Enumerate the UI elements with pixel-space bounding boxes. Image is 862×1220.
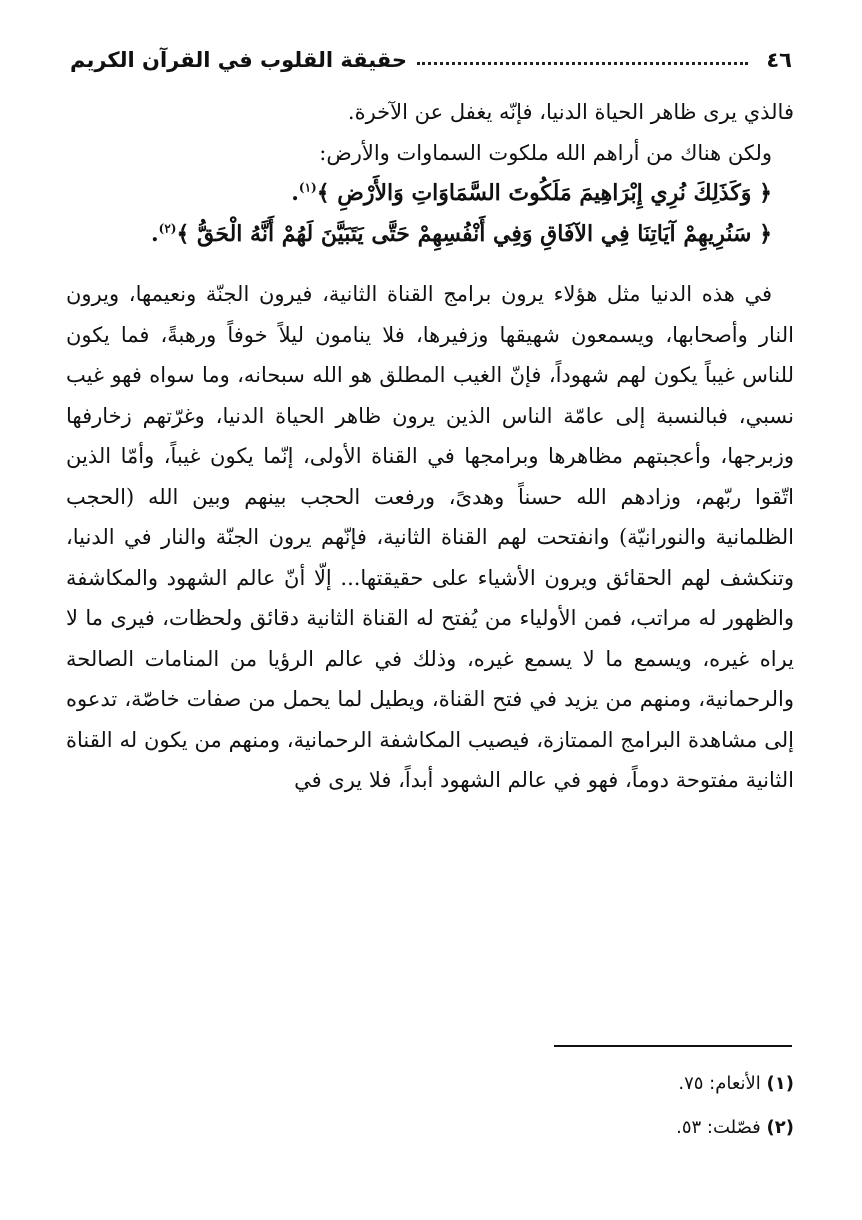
paragraph-spacer xyxy=(66,254,794,274)
page-number: ٤٦ xyxy=(766,48,792,72)
main-text xyxy=(66,92,794,801)
footnote-ref-2[interactable]: (٢) xyxy=(158,221,177,236)
footnote-ref-1[interactable]: (١) xyxy=(298,180,317,195)
running-header xyxy=(70,40,792,80)
verse-close-bracket: ﴾ xyxy=(176,220,190,247)
footnotes xyxy=(400,1062,794,1150)
paragraph-2: ولكن هناك من أراهم الله ملكوت السماوات والأرض: xyxy=(319,140,772,165)
verse-close-bracket: ﴾ xyxy=(316,180,330,206)
quran-verse-2 xyxy=(66,214,794,255)
paragraph-1: فالذي يرى ظاهر الحياة الدنيا، فإنّه يغفل عن الآخرة. xyxy=(347,100,794,124)
verse-end-mark: . xyxy=(150,220,159,247)
verse-open-bracket: ﴿ xyxy=(759,220,772,247)
verse-text: سَنُرِيهِمْ آيَاتِنَا فِي الآفَاقِ وَفِي أَنْفُسِهِمْ حَتَّى يَتَبَيَّنَ لَهُمْ أَنَّهُ الْحَقُّ xyxy=(197,220,752,247)
running-title: حقيقة القلوب في القرآن الكريم xyxy=(70,48,408,72)
footnote-number: (٢) xyxy=(766,1117,794,1138)
paragraph-3: في هذه الدنيا مثل هؤلاء يرون برامج القناة الثانية، فيرون الجنّة ونعيمها، ويرون النار وأصحابها، ويسمعون شهيقها وزفيرها، فلا ينامون ليلاً خوفاً ورهبةً، فما يكون للناس غيباً يكون لهم شهوداً، فإنّ الغيب المطلق هو الله سبحانه، وما سواه فهو غيب نسبي، فبالنسبة إلى عامّة الناس الذين يرون ظاهر الحياة الدنيا، وغرّتهم زخارفها وزبرجها، وأعجبتهم مظاهرها وبرامجها في القناة الأولى، إنّما يكون غيباً، وأمّا الذين اتّقوا ربّهم، وزادهم الله حسناً وهدىً، ورفعت الحجب بينهم وبين الله (الحجب الظلمانية والنورانيّة) وانفتحت لهم القناة الثانية، فإنّهم يرون الجنّة والنار في الدنيا، وتنكشف لهم الحقائق ويرون الأشياء على حقيقتها... إلّا أنّ عالم الشهود والمكاشفة والظهور له مراتب، فمن الأولياء من يُفتح له القناة الثانية دقائق ولحظات، فيرى ما لا يراه غيره، ويسمع ما لا يسمع غيره، وذلك في عالم الرؤيا من المنامات الصالحة والرحمانية، ومنهم من يزيد في فتح القناة، ويطيل لما يحمل من صفات خاصّة، تدعوه إلى مشاهدة البرامج الممتازة، فيصيب المكاشفة الرحمانية، ومنهم من يكون له القناة الثانية مفتوحة دوماً، فهو في عالم الشهود أبداً، فلا يرى في xyxy=(66,282,794,792)
footnote-2 xyxy=(400,1106,794,1150)
footnote-1 xyxy=(400,1062,794,1106)
footnote-text: فصّلت: ٥٣. xyxy=(676,1117,761,1138)
footnote-text: الأنعام: ٧٥. xyxy=(678,1073,761,1094)
header-dotted-leader xyxy=(417,62,748,65)
quran-verse-1 xyxy=(66,173,794,214)
verse-end-mark: . xyxy=(291,180,299,206)
verse-text: وَكَذَلِكَ نُرِي إِبْرَاهِيمَ مَلَكُوتَ السَّمَاوَاتِ وَالأَرْضِ xyxy=(337,180,752,206)
verse-open-bracket: ﴿ xyxy=(759,180,772,206)
footnote-number: (١) xyxy=(766,1073,794,1094)
footnote-divider xyxy=(554,1045,792,1047)
